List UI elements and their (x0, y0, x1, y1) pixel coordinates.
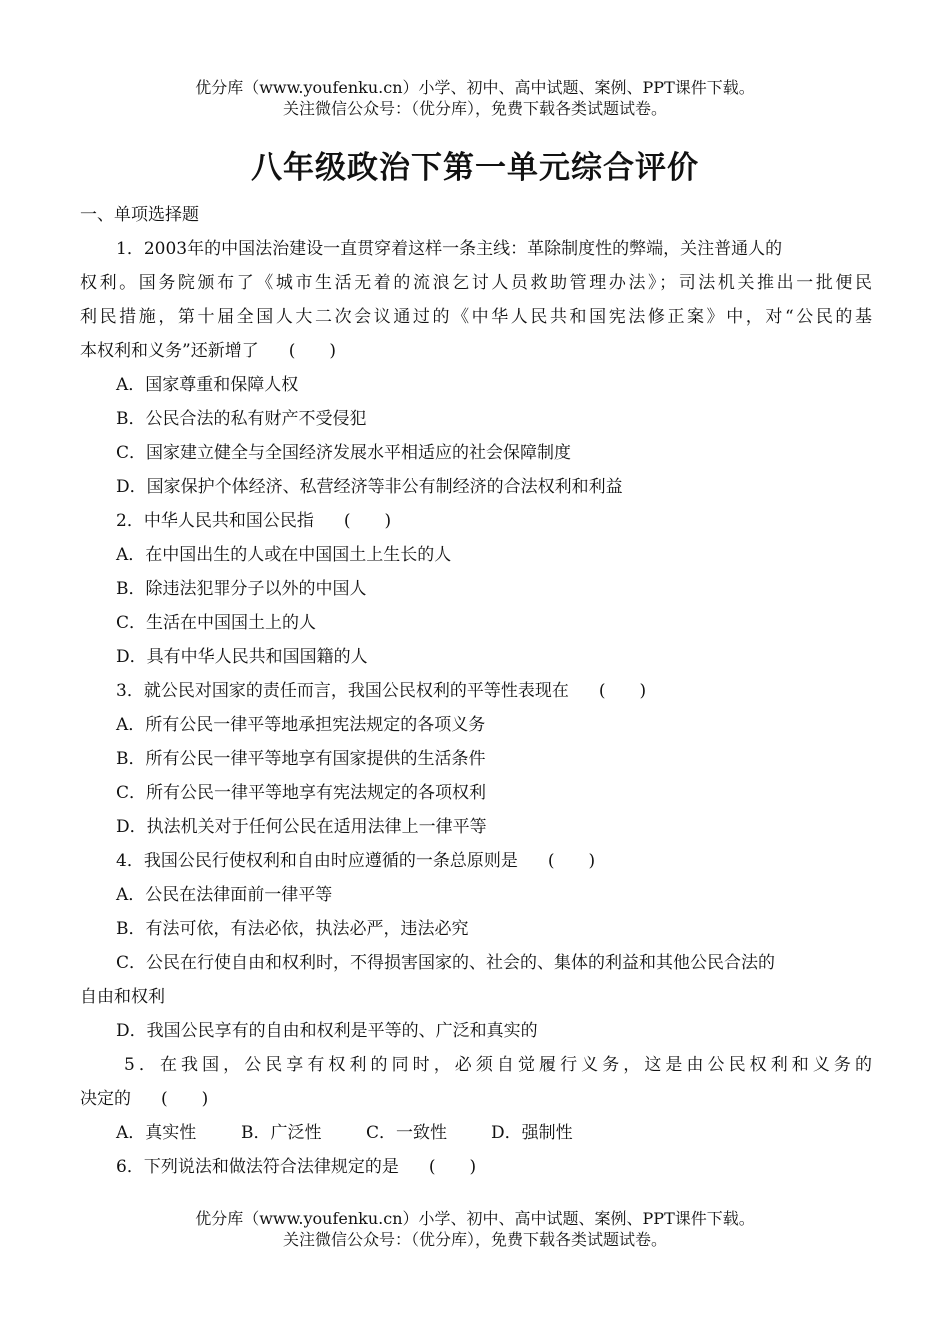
q5-option-c: C．一致性 (366, 1123, 448, 1143)
q4-option-c-line-2: 自由和权利 (80, 987, 165, 1007)
q5-stem-line-1: 5．在我国，公民享有权利的同时，必须自觉履行义务，这是由公民权利和义务的 (124, 1055, 872, 1075)
q3-stem (80, 674, 872, 708)
q4-option-c-line-1: C．公民在行使自由和权利时，不得损害国家的、社会的、集体的利益和其他公民合法的 (116, 953, 776, 973)
q3-option-b: B．所有公民一律平等地享有国家提供的生活条件 (116, 749, 486, 769)
q5-option-b: B．广泛性 (241, 1123, 322, 1143)
q6-answer-blank: ( ) (428, 1157, 477, 1177)
q2-answer-blank: ( ) (343, 511, 392, 531)
q6-stem-text: 6．下列说法和做法符合法律规定的是 (116, 1157, 399, 1177)
q5-options (80, 1116, 872, 1150)
q4-option-a: A．公民在法律面前一律平等 (116, 885, 333, 905)
q1-stem-line-2: 权利。国务院颁布了《城市生活无着的流浪乞讨人员救助管理办法》；司法机关推出一批便民 (80, 273, 872, 293)
q4-stem-text: 4．我国公民行使权利和自由时应遵循的一条总原则是 (116, 851, 518, 871)
q4-option-b: B．有法可依，有法必依，执法必严，违法必究 (116, 919, 469, 939)
footer-line-2: 关注微信公众号：（优分库），免费下载各类试题试卷。 (282, 1230, 667, 1249)
q2-option-d: D．具有中华人民共和国国籍的人 (116, 647, 368, 667)
q1-option-c: C．国家建立健全与全国经济发展水平相适应的社会保障制度 (116, 443, 572, 463)
question-list (80, 198, 872, 1184)
q4-option-d: D．我国公民享有的自由和权利是平等的、广泛和真实的 (116, 1021, 538, 1041)
q5-answer-blank: ( ) (161, 1089, 209, 1109)
q1-answer-blank: ( ) (288, 341, 336, 361)
q2-option-a: A．在中国出生的人或在中国国土上生长的人 (116, 545, 452, 565)
q2-stem-text: 2．中华人民共和国公民指 (116, 511, 314, 531)
q5-option-d: D．强制性 (491, 1123, 573, 1143)
q3-option-c: C．所有公民一律平等地享有宪法规定的各项权利 (116, 783, 487, 803)
q5-option-a: A．真实性 (116, 1123, 197, 1143)
q1-option-b: B．公民合法的私有财产不受侵犯 (116, 409, 367, 429)
q3-option-a: A．所有公民一律平等地承担宪法规定的各项义务 (116, 715, 486, 735)
q3-option-d: D．执法机关对于任何公民在适用法律上一律平等 (116, 817, 487, 837)
q1-option-d: D．国家保护个体经济、私营经济等非公有制经济的合法权利和利益 (116, 477, 623, 497)
q3-answer-blank: ( ) (598, 681, 647, 701)
q3-stem-text: 3．就公民对国家的责任而言，我国公民权利的平等性表现在 (116, 681, 569, 701)
section-heading: 一、单项选择题 (80, 205, 199, 225)
header-line-2: 关注微信公众号：（优分库），免费下载各类试题试卷。 (282, 99, 667, 118)
q1-stem-line-3: 利民措施，第十届全国人大二次会议通过的《中华人民共和国宪法修正案》中，对“公民的基 (80, 307, 872, 327)
q4-stem (80, 844, 872, 878)
q5-stem-text: 决定的 (80, 1089, 131, 1109)
q1-stem-line-4 (80, 334, 872, 368)
q2-option-c: C．生活在中国国土上的人 (116, 613, 317, 633)
q2-stem (80, 504, 872, 538)
q4-answer-blank: ( ) (547, 851, 596, 871)
q2-option-b: B．除违法犯罪分子以外的中国人 (116, 579, 367, 599)
q6-stem (80, 1150, 872, 1184)
page-title: 八年级政治下第一单元综合评价 (251, 150, 699, 186)
q1-stem-line-1: 1．2003年的中国法治建设一直贯穿着这样一条主线：革除制度性的弊端，关注普通人的 (116, 239, 783, 259)
q5-stem-line-2 (80, 1082, 872, 1116)
footer-line-1: 优分库（www.youfenku.cn）小学、初中、高中试题、案例、PPT课件下载。 (195, 1209, 755, 1228)
header-line-1: 优分库（www.youfenku.cn）小学、初中、高中试题、案例、PPT课件下载。 (195, 78, 755, 97)
q1-option-a: A．国家尊重和保障人权 (116, 375, 299, 395)
q1-stem-text: 本权利和义务”还新增了 (80, 341, 259, 361)
